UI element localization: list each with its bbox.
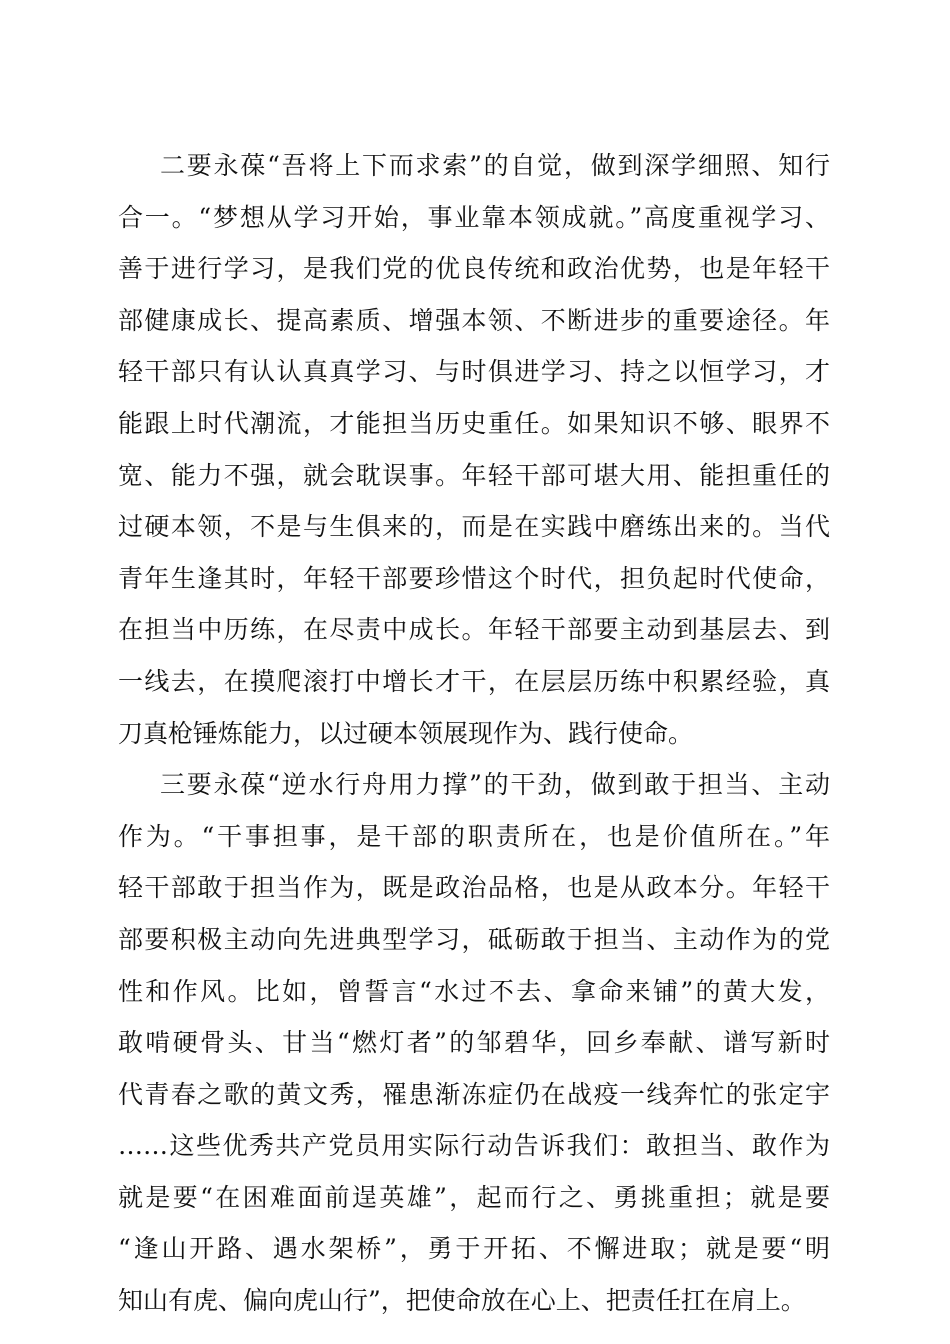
text-line: ……这些优秀共产党员用实际行动告诉我们：敢担当、敢作为: [118, 1131, 830, 1161]
text-line: 轻干部只有认认真真学习、与时俱进学习、持之以恒学习，才: [118, 357, 830, 387]
text-line: “逢山开路、遇水架桥”，勇于开拓、不懈进取；就是要“明: [118, 1234, 830, 1264]
text-line: 能跟上时代潮流，才能担当历史重任。如果知识不够、眼界不: [118, 408, 830, 438]
text-line: 作为。“干事担事，是干部的职责所在，也是价值所在。”年: [118, 821, 830, 851]
text-line: 轻干部敢于担当作为，既是政治品格，也是从政本分。年轻干: [118, 873, 830, 903]
paragraph-2: [118, 140, 830, 759]
text-line: 部健康成长、提高素质、增强本领、不断进步的重要途径。年: [118, 305, 830, 335]
text-line: 三要永葆“逆水行舟用力撑”的干劲，做到敢于担当、主动: [160, 770, 830, 800]
text-line: 宽、能力不强，就会耽误事。年轻干部可堪大用、能担重任的: [118, 460, 830, 490]
text-line: 二要永葆“吾将上下而求索”的自觉，做到深学细照、知行: [160, 151, 830, 180]
text-line: 刀真枪锤炼能力，以过硬本领展现作为、践行使命。: [118, 718, 694, 748]
text-line: 过硬本领，不是与生俱来的，而是在实践中磨练出来的。当代: [118, 512, 830, 542]
text-line: 善于进行学习，是我们党的优良传统和政治优势，也是年轻干: [118, 254, 830, 284]
text-line: 就是要“在困难面前逞英雄”，起而行之、勇挑重担；就是要: [118, 1182, 830, 1212]
text-line: 合一。“梦想从学习开始，事业靠本领成就。”高度重视学习、: [118, 202, 830, 232]
text-line: 在担当中历练，在尽责中成长。年轻干部要主动到基层去、到: [118, 615, 830, 645]
text-line: 部要积极主动向先进典型学习，砥砺敢于担当、主动作为的党: [118, 924, 830, 954]
text-line: 代青春之歌的黄文秀，罹患渐冻症仍在战疫一线奔忙的张定宇: [118, 1079, 830, 1109]
text-line: 知山有虎、偏向虎山行”，把使命放在心上、把责任扛在肩上。: [118, 1286, 806, 1316]
body-text: [118, 140, 830, 1327]
text-line: 敢啃硬骨头、甘当“燃灯者”的邹碧华，回乡奉献、谱写新时: [118, 1028, 830, 1058]
text-line: 一线去，在摸爬滚打中增长才干，在层层历练中积累经验，真: [118, 666, 830, 696]
text-line: 性和作风。比如，曾誓言“水过不去、拿命来铺”的黄大发，: [118, 976, 830, 1006]
paragraph-3: [118, 759, 830, 1327]
text-line: 青年生逢其时，年轻干部要珍惜这个时代，担负起时代使命，: [118, 563, 830, 593]
